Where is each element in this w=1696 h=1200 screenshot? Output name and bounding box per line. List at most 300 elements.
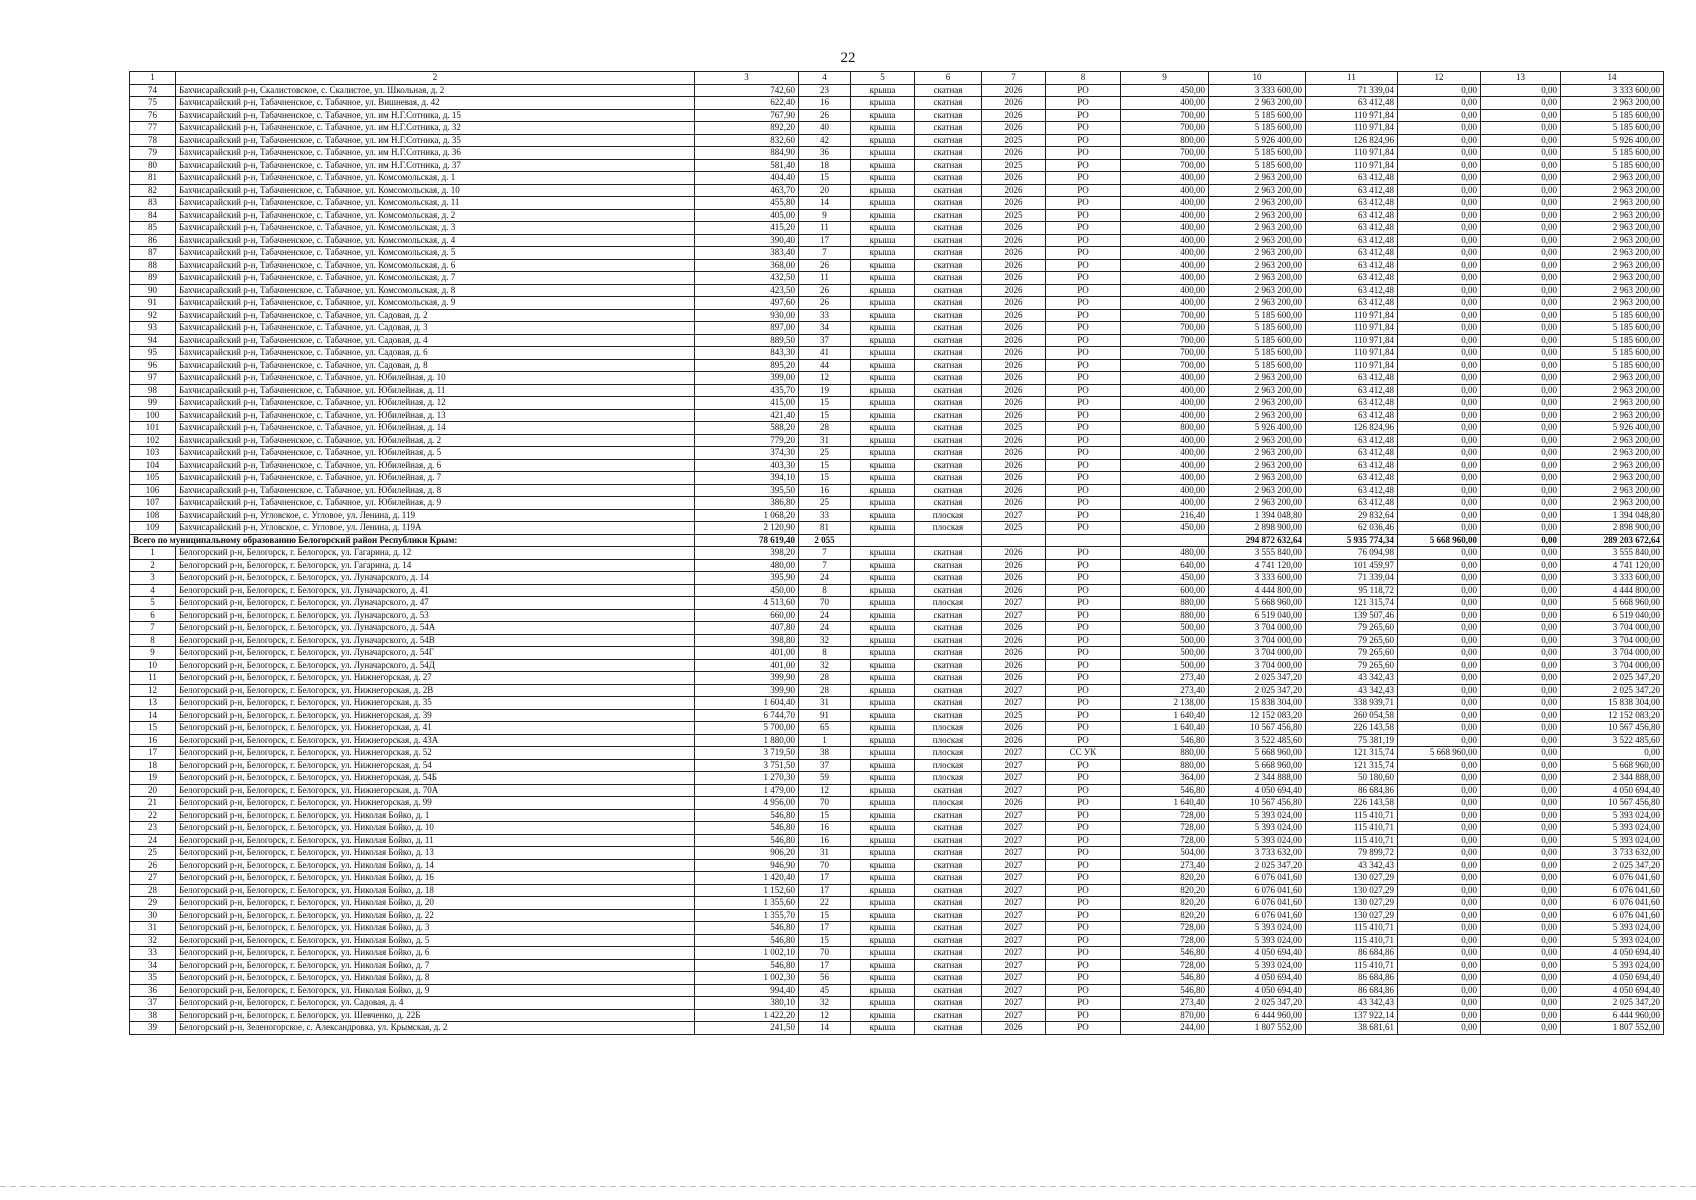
table-cell: 2027 — [982, 772, 1046, 785]
table-cell: крыша — [851, 434, 915, 447]
table-row — [130, 584, 1664, 597]
row-number-cell: 23 — [130, 822, 176, 835]
address-cell: Белогорский р-н, Белогорск, г. Белогорск, ул. Нижнегорская, д. 54Б — [176, 772, 695, 785]
row-number-cell: 37 — [130, 997, 176, 1010]
table-cell: 126 824,96 — [1306, 422, 1398, 435]
table-cell: 2 898 900,00 — [1209, 522, 1306, 535]
table-cell: 3 555 840,00 — [1209, 547, 1306, 560]
address-cell: Белогорский р-н, Белогорск, г. Белогорск, ул. Гагарина, д. 12 — [176, 547, 695, 560]
table-cell: 450,00 — [1121, 572, 1209, 585]
table-cell: 5 185 600,00 — [1561, 309, 1664, 322]
table-cell: 0,00 — [1398, 172, 1481, 185]
table-cell: 28 — [799, 672, 851, 685]
table-cell: скатная — [915, 134, 982, 147]
table-cell: 800,00 — [1121, 134, 1209, 147]
table-cell: 5 185 600,00 — [1209, 122, 1306, 135]
table-cell: крыша — [851, 122, 915, 135]
table-cell: РО — [1046, 609, 1121, 622]
table-cell: 338 939,71 — [1306, 697, 1398, 710]
row-number-cell: 13 — [130, 697, 176, 710]
table-cell: РО — [1046, 922, 1121, 935]
table-cell: РО — [1046, 797, 1121, 810]
table-cell: 0,00 — [1398, 1022, 1481, 1035]
table-cell: 5 668 960,00 — [1209, 597, 1306, 610]
table-cell: 2026 — [982, 572, 1046, 585]
table-cell: 2 963 200,00 — [1209, 397, 1306, 410]
table-cell: плоская — [915, 772, 982, 785]
table-cell: 15 — [799, 472, 851, 485]
table-cell: 2 963 200,00 — [1209, 434, 1306, 447]
table-cell: 12 152 083,20 — [1561, 709, 1664, 722]
table-cell: крыша — [851, 772, 915, 785]
table-cell: РО — [1046, 197, 1121, 210]
table-cell: 400,00 — [1121, 472, 1209, 485]
table-cell: 400,00 — [1121, 97, 1209, 110]
total-col11: 5 935 774,34 — [1306, 534, 1398, 547]
table-cell: 0,00 — [1481, 409, 1561, 422]
table-row — [130, 222, 1664, 235]
row-number-cell: 39 — [130, 1022, 176, 1035]
table-cell: 2026 — [982, 547, 1046, 560]
table-cell: 3 704 000,00 — [1209, 634, 1306, 647]
table-cell: 401,00 — [695, 647, 799, 660]
table-cell: РО — [1046, 422, 1121, 435]
table-cell: 1 394 048,80 — [1561, 509, 1664, 522]
table-cell: плоская — [915, 597, 982, 610]
table-cell: 0,00 — [1398, 384, 1481, 397]
table-cell: 0,00 — [1398, 109, 1481, 122]
table-cell: 0,00 — [1481, 897, 1561, 910]
table-cell: 31 — [799, 847, 851, 860]
table-cell: 0,00 — [1481, 122, 1561, 135]
empty-cell — [1046, 534, 1121, 547]
table-cell: скатная — [915, 497, 982, 510]
table-cell: скатная — [915, 359, 982, 372]
table-cell: 870,00 — [1121, 1009, 1209, 1022]
table-cell: 0,00 — [1481, 447, 1561, 460]
row-number-cell: 93 — [130, 322, 176, 335]
table-row — [130, 134, 1664, 147]
table-cell: 546,80 — [1121, 784, 1209, 797]
table-cell: 6 076 041,60 — [1209, 872, 1306, 885]
table-cell: 15 — [799, 397, 851, 410]
table-cell: крыша — [851, 159, 915, 172]
table-cell: 1 604,40 — [695, 697, 799, 710]
table-cell: скатная — [915, 172, 982, 185]
table-cell: 2027 — [982, 597, 1046, 610]
address-cell: Бахчисарайский р-н, Табачненское, с. Табачное, ул. Юбилейная, д. 10 — [176, 372, 695, 385]
table-cell: 0,00 — [1481, 209, 1561, 222]
table-cell: скатная — [915, 309, 982, 322]
total-label: Всего по муниципальному образованию Белогорский район Республики Крым: — [130, 534, 695, 547]
table-cell: 0,00 — [1398, 972, 1481, 985]
table-row — [130, 659, 1664, 672]
table-cell: 71 339,04 — [1306, 84, 1398, 97]
table-cell: 75 381,19 — [1306, 734, 1398, 747]
row-number-cell: 97 — [130, 372, 176, 385]
table-row — [130, 322, 1664, 335]
table-cell: крыша — [851, 834, 915, 847]
row-number-cell: 36 — [130, 984, 176, 997]
table-cell: 2026 — [982, 359, 1046, 372]
table-cell: 121 315,74 — [1306, 747, 1398, 760]
table-cell: РО — [1046, 372, 1121, 385]
row-number-cell: 94 — [130, 334, 176, 347]
table-cell: 26 — [799, 284, 851, 297]
table-cell: 43 342,43 — [1306, 684, 1398, 697]
table-cell: скатная — [915, 897, 982, 910]
table-cell: 400,00 — [1121, 222, 1209, 235]
address-cell: Бахчисарайский р-н, Табачненское, с. Табачное, ул. Комсомольская, д. 4 — [176, 234, 695, 247]
table-cell: РО — [1046, 834, 1121, 847]
table-cell: 2 963 200,00 — [1209, 272, 1306, 285]
table-cell: 383,40 — [695, 247, 799, 260]
table-cell: 2027 — [982, 834, 1046, 847]
row-number-cell: 30 — [130, 909, 176, 922]
table-cell: 8 — [799, 584, 851, 597]
address-cell: Бахчисарайский р-н, Табачненское, с. Табачное, ул. Юбилейная, д. 14 — [176, 422, 695, 435]
table-cell: 4 444 800,00 — [1209, 584, 1306, 597]
address-cell: Бахчисарайский р-н, Табачненское, с. Табачное, ул. Комсомольская, д. 2 — [176, 209, 695, 222]
table-cell: 884,90 — [695, 147, 799, 160]
table-cell: 0,00 — [1398, 284, 1481, 297]
table-cell: 15 — [799, 909, 851, 922]
table-cell: 0,00 — [1398, 97, 1481, 110]
table-cell: 226 143,58 — [1306, 722, 1398, 735]
table-cell: плоская — [915, 509, 982, 522]
table-cell: 1 422,20 — [695, 1009, 799, 1022]
table-cell: 0,00 — [1398, 947, 1481, 960]
table-cell: крыша — [851, 584, 915, 597]
address-cell: Белогорский р-н, Белогорск, г. Белогорск, ул. Николая Бойко, д. 22 — [176, 909, 695, 922]
table-cell: 56 — [799, 972, 851, 985]
table-cell: 17 — [799, 872, 851, 885]
table-cell: 5 393 024,00 — [1561, 834, 1664, 847]
table-cell: 3 751,50 — [695, 759, 799, 772]
table-row — [130, 772, 1664, 785]
table-cell: 0,00 — [1481, 759, 1561, 772]
table-cell: 10 567 456,80 — [1209, 722, 1306, 735]
table-cell: 2 344 888,00 — [1209, 772, 1306, 785]
table-cell: 546,80 — [1121, 734, 1209, 747]
table-cell: крыша — [851, 934, 915, 947]
table-cell: 0,00 — [1481, 709, 1561, 722]
table-cell: 2 025 347,20 — [1561, 684, 1664, 697]
table-cell: 25 — [799, 447, 851, 460]
table-cell: скатная — [915, 334, 982, 347]
address-cell: Белогорский р-н, Белогорск, г. Белогорск, ул. Гагарина, д. 14 — [176, 559, 695, 572]
table-cell: РО — [1046, 1022, 1121, 1035]
scan-artifact-line — [0, 1186, 1696, 1187]
row-number-cell: 91 — [130, 297, 176, 310]
table-cell: 588,20 — [695, 422, 799, 435]
table-cell: 17 — [799, 884, 851, 897]
total-col14: 289 203 672,64 — [1561, 534, 1664, 547]
table-cell: крыша — [851, 109, 915, 122]
table-row — [130, 459, 1664, 472]
table-cell: 0,00 — [1481, 134, 1561, 147]
table-cell: 19 — [799, 384, 851, 397]
table-cell: 2 025 347,20 — [1209, 997, 1306, 1010]
table-cell: 0,00 — [1398, 334, 1481, 347]
table-cell: 4 050 694,40 — [1561, 947, 1664, 960]
table-cell: 15 — [799, 409, 851, 422]
table-cell: 1 640,40 — [1121, 722, 1209, 735]
table-cell: 400,00 — [1121, 172, 1209, 185]
table-cell: РО — [1046, 909, 1121, 922]
table-cell: 0,00 — [1398, 597, 1481, 610]
table-cell: 115 410,71 — [1306, 959, 1398, 972]
table-cell: 0,00 — [1481, 222, 1561, 235]
table-cell: 2 963 200,00 — [1209, 409, 1306, 422]
table-cell: скатная — [915, 572, 982, 585]
table-cell: 79 265,60 — [1306, 622, 1398, 635]
table-cell: 5 700,00 — [695, 722, 799, 735]
row-number-cell: 102 — [130, 434, 176, 447]
table-cell: 0,00 — [1481, 384, 1561, 397]
table-cell: 5 185 600,00 — [1209, 147, 1306, 160]
table-cell: 500,00 — [1121, 634, 1209, 647]
table-cell: 12 152 083,20 — [1209, 709, 1306, 722]
table-cell: 14 — [799, 197, 851, 210]
row-number-cell: 29 — [130, 897, 176, 910]
table-cell: 16 — [799, 484, 851, 497]
table-cell: 0,00 — [1481, 272, 1561, 285]
table-cell: 5 393 024,00 — [1209, 822, 1306, 835]
row-number-cell: 12 — [130, 684, 176, 697]
table-cell: 1 640,40 — [1121, 709, 1209, 722]
table-cell: 0,00 — [1481, 359, 1561, 372]
table-cell: РО — [1046, 884, 1121, 897]
table-cell: 86 684,86 — [1306, 947, 1398, 960]
table-cell: 6 444 960,00 — [1209, 1009, 1306, 1022]
table-cell: 2 963 200,00 — [1561, 459, 1664, 472]
table-cell: скатная — [915, 472, 982, 485]
table-cell: 400,00 — [1121, 197, 1209, 210]
table-cell: крыша — [851, 359, 915, 372]
table-cell: скатная — [915, 147, 982, 160]
row-number-cell: 74 — [130, 84, 176, 97]
table-cell: 2 963 200,00 — [1209, 384, 1306, 397]
table-cell: 497,60 — [695, 297, 799, 310]
table-cell: 12 — [799, 784, 851, 797]
table-cell: РО — [1046, 472, 1121, 485]
table-cell: 1 807 552,00 — [1561, 1022, 1664, 1035]
column-number-row — [130, 72, 1664, 85]
table-cell: РО — [1046, 459, 1121, 472]
row-number-cell: 105 — [130, 472, 176, 485]
table-cell: скатная — [915, 784, 982, 797]
table-cell: 31 — [799, 434, 851, 447]
table-cell: 1 880,00 — [695, 734, 799, 747]
table-cell: 130 027,29 — [1306, 872, 1398, 885]
table-cell: 374,30 — [695, 447, 799, 460]
table-cell: скатная — [915, 934, 982, 947]
table-cell: крыша — [851, 84, 915, 97]
table-cell: 226 143,58 — [1306, 797, 1398, 810]
table-cell: 2026 — [982, 734, 1046, 747]
table-cell: 70 — [799, 797, 851, 810]
table-cell: 63 412,48 — [1306, 247, 1398, 260]
table-cell: 400,00 — [1121, 484, 1209, 497]
table-cell: 2026 — [982, 259, 1046, 272]
row-number-cell: 82 — [130, 184, 176, 197]
table-cell: 0,00 — [1481, 334, 1561, 347]
table-cell: 37 — [799, 759, 851, 772]
row-number-cell: 31 — [130, 922, 176, 935]
table-cell: 5 185 600,00 — [1561, 147, 1664, 160]
table-cell: 115 410,71 — [1306, 934, 1398, 947]
table-cell: 2 963 200,00 — [1209, 209, 1306, 222]
table-cell: 4 050 694,40 — [1209, 984, 1306, 997]
table-cell: 581,40 — [695, 159, 799, 172]
address-cell: Бахчисарайский р-н, Табачненское, с. Табачное, ул. Комсомольская, д. 6 — [176, 259, 695, 272]
table-cell: крыша — [851, 597, 915, 610]
table-cell: 400,00 — [1121, 209, 1209, 222]
table-cell: 5 393 024,00 — [1209, 809, 1306, 822]
address-cell: Белогорский р-н, Белогорск, г. Белогорск, ул. Нижнегорская, д. 27 — [176, 672, 695, 685]
row-number-cell: 103 — [130, 447, 176, 460]
table-cell: 2027 — [982, 822, 1046, 835]
address-cell: Бахчисарайский р-н, Табачненское, с. Табачное, ул. им Н.Г.Сотника, д. 37 — [176, 159, 695, 172]
table-cell: 26 — [799, 297, 851, 310]
row-number-cell: 33 — [130, 947, 176, 960]
address-cell: Белогорский р-н, Белогорск, г. Белогорск, ул. Луначарского, д. 54Д — [176, 659, 695, 672]
table-cell: крыша — [851, 247, 915, 260]
table-cell: 2 963 200,00 — [1561, 497, 1664, 510]
table-cell: РО — [1046, 147, 1121, 160]
table-cell: 0,00 — [1398, 497, 1481, 510]
table-cell: 16 — [799, 97, 851, 110]
table-cell: скатная — [915, 1009, 982, 1022]
table-cell: скатная — [915, 159, 982, 172]
row-number-cell: 89 — [130, 272, 176, 285]
table-cell: 0,00 — [1481, 822, 1561, 835]
table-cell: 0,00 — [1481, 497, 1561, 510]
table-cell: 3 333 600,00 — [1561, 572, 1664, 585]
table-row — [130, 372, 1664, 385]
row-number-cell: 100 — [130, 409, 176, 422]
table-cell: 2026 — [982, 472, 1046, 485]
table-cell: РО — [1046, 572, 1121, 585]
table-cell: 3 704 000,00 — [1561, 659, 1664, 672]
table-cell: 2025 — [982, 709, 1046, 722]
table-row — [130, 509, 1664, 522]
table-cell: крыша — [851, 259, 915, 272]
table-cell: 400,00 — [1121, 247, 1209, 260]
table-cell: РО — [1046, 859, 1121, 872]
table-cell: 398,20 — [695, 547, 799, 560]
row-number-cell: 32 — [130, 934, 176, 947]
table-cell: 43 342,43 — [1306, 859, 1398, 872]
table-cell: 2026 — [982, 559, 1046, 572]
column-number-cell: 7 — [982, 72, 1046, 85]
row-number-cell: 14 — [130, 709, 176, 722]
table-cell: 32 — [799, 997, 851, 1010]
table-cell: скатная — [915, 584, 982, 597]
table-cell: 2027 — [982, 859, 1046, 872]
table-cell: 0,00 — [1398, 559, 1481, 572]
table-cell: 0,00 — [1398, 184, 1481, 197]
table-cell: 0,00 — [1481, 109, 1561, 122]
table-cell: крыша — [851, 984, 915, 997]
table-cell: 0,00 — [1481, 972, 1561, 985]
table-cell: 0,00 — [1481, 97, 1561, 110]
table-cell: 930,00 — [695, 309, 799, 322]
table-cell: РО — [1046, 547, 1121, 560]
address-cell: Белогорский р-н, Белогорск, г. Белогорск, ул. Садовая, д. 4 — [176, 997, 695, 1010]
table-cell: РО — [1046, 872, 1121, 885]
table-cell: 115 410,71 — [1306, 922, 1398, 935]
table-cell: 3 522 485,60 — [1561, 734, 1664, 747]
address-cell: Бахчисарайский р-н, Табачненское, с. Табачное, ул. им Н.Г.Сотника, д. 15 — [176, 109, 695, 122]
table-cell: 0,00 — [1398, 84, 1481, 97]
table-cell: РО — [1046, 397, 1121, 410]
table-cell: 0,00 — [1561, 747, 1664, 760]
address-cell: Белогорский р-н, Зеленогорское, с. Александровка, ул. Крымская, д. 2 — [176, 1022, 695, 1035]
table-cell: 399,90 — [695, 684, 799, 697]
table-cell: 546,80 — [1121, 984, 1209, 997]
table-cell: 2027 — [982, 759, 1046, 772]
empty-cell — [1121, 534, 1209, 547]
address-cell: Бахчисарайский р-н, Табачненское, с. Табачное, ул. Садовая, д. 6 — [176, 347, 695, 360]
table-cell: 11 — [799, 222, 851, 235]
table-cell: 0,00 — [1398, 147, 1481, 160]
table-cell: 0,00 — [1481, 572, 1561, 585]
table-cell: скатная — [915, 809, 982, 822]
address-cell: Бахчисарайский р-н, Табачненское, с. Табачное, ул. Юбилейная, д. 2 — [176, 434, 695, 447]
table-cell: скатная — [915, 409, 982, 422]
table-cell: 2 963 200,00 — [1209, 372, 1306, 385]
table-cell: 216,40 — [1121, 509, 1209, 522]
table-cell: 42 — [799, 134, 851, 147]
table-cell: 2026 — [982, 334, 1046, 347]
table-cell: 0,00 — [1398, 322, 1481, 335]
table-row — [130, 597, 1664, 610]
table-cell: 1 152,60 — [695, 884, 799, 897]
table-cell: 0,00 — [1481, 509, 1561, 522]
table-cell: 404,40 — [695, 172, 799, 185]
table-cell: 0,00 — [1398, 872, 1481, 885]
table-cell: скатная — [915, 459, 982, 472]
table-cell: 5 668 960,00 — [1561, 759, 1664, 772]
table-cell: 0,00 — [1481, 747, 1561, 760]
table-cell: 10 567 456,80 — [1209, 797, 1306, 810]
table-cell: РО — [1046, 297, 1121, 310]
table-cell: 2026 — [982, 284, 1046, 297]
table-cell: 2026 — [982, 109, 1046, 122]
table-cell: 546,80 — [695, 809, 799, 822]
table-cell: 65 — [799, 722, 851, 735]
table-cell: 0,00 — [1481, 784, 1561, 797]
table-cell: 0,00 — [1398, 122, 1481, 135]
table-cell: 63 412,48 — [1306, 184, 1398, 197]
table-cell: 400,00 — [1121, 384, 1209, 397]
total-col13: 0,00 — [1481, 534, 1561, 547]
address-cell: Бахчисарайский р-н, Табачненское, с. Табачное, ул. Комсомольская, д. 3 — [176, 222, 695, 235]
table-cell: 2027 — [982, 747, 1046, 760]
table-row — [130, 409, 1664, 422]
table-cell: 0,00 — [1481, 559, 1561, 572]
table-cell: 63 412,48 — [1306, 459, 1398, 472]
address-cell: Белогорский р-н, Белогорск, г. Белогорск, ул. Нижнегорская, д. 39 — [176, 709, 695, 722]
total-row — [130, 534, 1664, 547]
table-cell: 2 963 200,00 — [1561, 372, 1664, 385]
table-row — [130, 272, 1664, 285]
address-cell: Белогорский р-н, Белогорск, г. Белогорск, ул. Нижнегорская, д. 52 — [176, 747, 695, 760]
table-cell: 3 522 485,60 — [1209, 734, 1306, 747]
table-cell: 17 — [799, 922, 851, 935]
